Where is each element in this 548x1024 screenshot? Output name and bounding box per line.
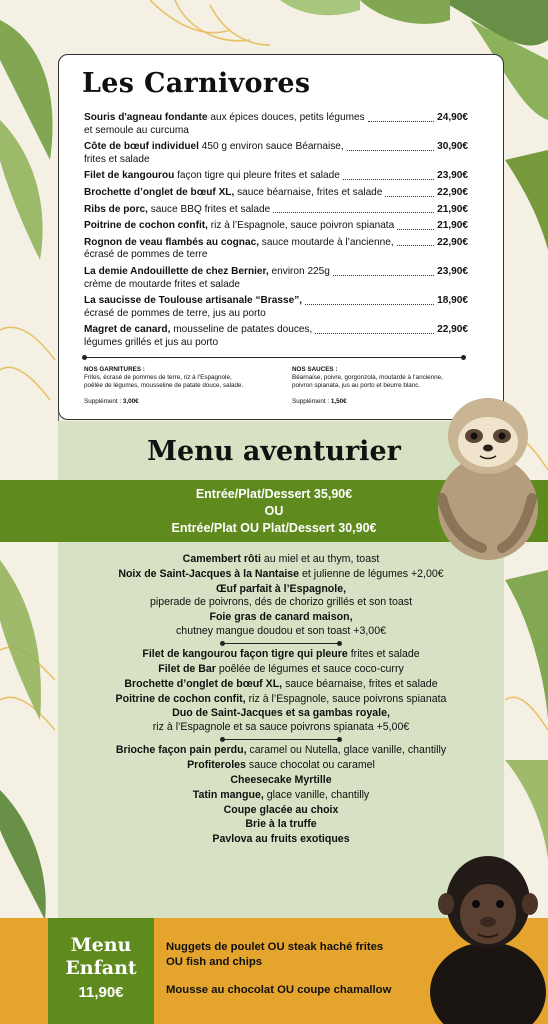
menu-item	[84, 220, 468, 233]
item-price: 22,90€	[437, 186, 468, 198]
item-price: 21,90€	[437, 220, 468, 232]
formula-line: Entrée/Plat OU Plat/Dessert 30,90€	[171, 521, 377, 535]
sauces-title: NOS SAUCES :	[292, 366, 338, 373]
dish-name: Profiteroles	[187, 759, 246, 772]
leader-dots	[385, 195, 434, 197]
item-desc: sauce BBQ frites et salade	[147, 203, 271, 215]
aventurier-dish	[58, 663, 504, 677]
leader-dots	[273, 211, 434, 213]
item-price: 18,90€	[437, 295, 468, 307]
aventurier-dish	[58, 648, 504, 662]
leader-dots	[305, 303, 434, 305]
item-name: Magret de canard,	[84, 324, 171, 336]
dish-name: Filet de kangourou façon tigre qui pleure	[142, 648, 348, 661]
item-price: 24,90€	[437, 112, 468, 123]
item-name: Poitrine de cochon confit,	[84, 220, 208, 232]
item-name: Rognon de veau flambés au cognac,	[84, 236, 259, 248]
aventurier-dish	[58, 583, 504, 610]
item-sub: et semoule au curcuma	[84, 124, 189, 136]
item-price: 22,90€	[437, 324, 468, 336]
item-sub: écrasé de pommes de terre, jus au porto	[84, 307, 266, 319]
dish-name: Filet de Bar	[158, 662, 216, 675]
enfant-text	[166, 940, 391, 998]
item-name: La saucisse de Toulouse artisanale “Brasse”,	[84, 295, 303, 307]
aventurier-dish	[58, 759, 504, 773]
item-name: Ribs de porc,	[84, 203, 148, 215]
item-sub: écrasé de pommes de terre	[84, 249, 208, 261]
item-desc: 450 g environ sauce Béarnaise,	[198, 141, 344, 153]
aventurier-title: Menu aventurier	[147, 436, 401, 467]
enfant-line: OU fish and chips	[166, 955, 263, 968]
garnish-divider	[84, 357, 464, 358]
menu-item	[84, 187, 468, 200]
sloth-illustration-icon	[422, 388, 548, 564]
item-sub: crème de moutarde frites et salade	[84, 278, 240, 290]
item-name: Filet de kangourou	[84, 170, 175, 182]
dish-name: Cheesecake Myrtille	[230, 773, 332, 786]
dish-name: Brioche façon pain perdu,	[115, 744, 247, 757]
item-desc: environ 225g	[268, 265, 330, 277]
aventurier-dish	[58, 804, 504, 818]
garnitures-line: Frites, écrasé de pommes de terre, riz à l’Espagnole,	[84, 374, 232, 381]
item-price: 23,90€	[437, 265, 468, 277]
menu-item	[84, 112, 468, 137]
leader-dots	[315, 332, 434, 334]
leader-dots	[368, 120, 434, 122]
enfant-title-1: Menu	[70, 934, 132, 956]
leader-dots	[347, 149, 434, 151]
leader-dots	[397, 228, 434, 230]
section-divider	[222, 643, 340, 644]
section-divider	[222, 739, 340, 740]
dish-desc-line2: piperade de poivrons, dés de chorizo grillés et son toast	[149, 596, 413, 609]
dish-name: Tatin mangue,	[192, 788, 264, 801]
item-desc: façon tigre qui pleure frites et salade	[174, 170, 340, 182]
menu-item	[84, 141, 468, 166]
item-desc: aux épices douces, petits légumes	[207, 112, 365, 123]
item-name: Brochette d’onglet de bœuf XL,	[84, 186, 235, 198]
supplement-label: Supplément :	[292, 398, 331, 405]
bonobo-illustration-icon	[418, 842, 548, 1024]
dish-desc: riz à l’Espagnole, sauce poivrons spianata	[245, 692, 447, 705]
item-desc: sauce moutarde à l’ancienne,	[259, 236, 394, 248]
sauces-line: poivron spianata, jus au porto et beurre blanc.	[292, 382, 421, 389]
dish-desc: au miel et au thym, toast	[260, 553, 380, 566]
aventurier-dish	[58, 818, 504, 832]
item-desc: mousseline de patates douces,	[170, 324, 313, 336]
supplement-price: 3,00€	[122, 398, 139, 405]
aventurier-list	[58, 552, 504, 848]
dish-name: Foie gras de canard maison,	[209, 611, 353, 624]
aventurier-dish	[58, 744, 504, 758]
garnitures-title: NOS GARNITURES :	[84, 366, 145, 373]
aventurier-dish	[58, 789, 504, 803]
menu-item	[84, 324, 468, 349]
item-name: Souris d'agneau fondante	[84, 112, 208, 123]
aventurier-dish	[58, 568, 504, 582]
menu-item	[84, 295, 468, 320]
dish-desc: caramel ou Nutella, glace vanille, chantilly	[246, 744, 447, 757]
dish-name: Coupe glacée au choix	[223, 803, 339, 816]
aventurier-dish	[58, 707, 504, 734]
dish-desc: sauce béarnaise, frites et salade	[282, 677, 438, 690]
dish-desc: et julienne de légumes +2,00€	[299, 568, 444, 581]
dish-desc: sauce chocolat ou caramel	[245, 759, 375, 772]
aventurier-dish	[58, 611, 504, 638]
item-price: 22,90€	[437, 236, 468, 248]
garnitures-block	[84, 366, 272, 406]
enfant-title-2: Enfant	[65, 957, 137, 979]
carnivores-title: Les Carnivores	[82, 68, 311, 99]
item-price: 23,90€	[437, 170, 468, 182]
aventurier-dish	[58, 678, 504, 692]
dish-name: Œuf parfait à l’Espagnole,	[215, 582, 347, 595]
dish-name: Brochette d’onglet de bœuf XL,	[124, 677, 283, 690]
dish-name: Poitrine de cochon confit,	[115, 692, 246, 705]
carnivores-list	[84, 112, 468, 354]
item-sub: frites et salade	[84, 153, 150, 165]
dish-name: Noix de Saint-Jacques à la Nantaise	[118, 568, 300, 581]
item-desc: riz à l’Espagnole, sauce poivron spianata	[207, 220, 395, 232]
enfant-line: Mousse au chocolat OU coupe chamallow	[166, 984, 392, 996]
formula-line: Entrée/Plat/Dessert 35,90€	[195, 487, 353, 501]
item-desc: sauce béarnaise, frites et salade	[234, 186, 383, 198]
enfant-tab	[48, 918, 154, 1024]
menu-item	[84, 170, 468, 183]
dish-name: Camembert rôti	[182, 553, 261, 566]
supplement-label: Supplément :	[84, 398, 123, 405]
leader-dots	[343, 178, 434, 180]
dish-desc: frites et salade	[347, 648, 420, 661]
menu-item	[84, 237, 468, 262]
dish-name: Brie à la truffe	[245, 818, 317, 831]
enfant-price: 11,90€	[78, 984, 124, 1001]
aventurier-dish	[58, 774, 504, 788]
supplement-price: 1,50€	[330, 398, 347, 405]
formula-line: OU	[264, 504, 284, 518]
item-name: La demie Andouillette de chez Bernier,	[84, 265, 269, 277]
sauces-line: Béarnaise, poivre, gorgonzola, moutarde à l’ancienne,	[292, 374, 443, 381]
menu-item	[84, 204, 468, 217]
item-name: Côte de bœuf individuel	[84, 141, 199, 153]
dish-name: Pavlova au fruits exotiques	[212, 833, 350, 846]
garnitures-line: poêlée de légumes, mousseline de patate douce, salade.	[84, 382, 244, 389]
dish-desc-line2: riz à l’Espagnole et sa sauce poivrons spianata +5,00€	[152, 720, 410, 733]
item-price: 21,90€	[437, 203, 468, 215]
enfant-line: Nuggets de poulet OU steak haché frites	[166, 941, 384, 953]
aventurier-dish	[58, 693, 504, 707]
leader-dots	[397, 244, 434, 246]
leader-dots	[333, 274, 434, 276]
dish-desc: glace vanille, chantilly	[263, 788, 370, 801]
item-sub: légumes grillés et jus au porto	[84, 336, 219, 348]
item-price: 30,90€	[437, 141, 468, 153]
dish-desc-line2: chutney mangue doudou et son toast +3,00€	[176, 624, 386, 637]
dish-desc: poêlée de légumes et sauce coco-curry	[215, 662, 404, 675]
dish-name: Duo de Saint-Jacques et sa gambas royale,	[172, 707, 390, 720]
menu-item	[84, 266, 468, 291]
